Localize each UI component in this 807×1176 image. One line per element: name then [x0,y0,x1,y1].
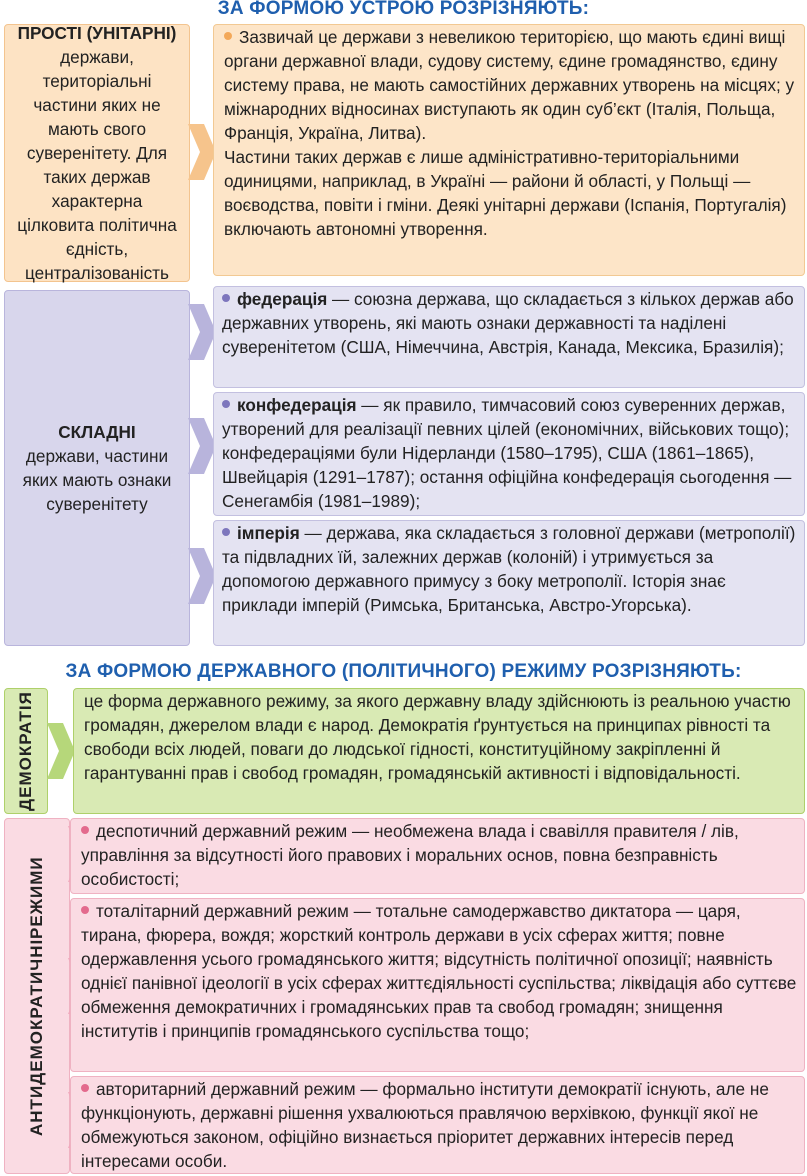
democracy-label: ДЕМОКРАТІЯ [4,688,48,814]
antidemocratic-label-line2: РЕЖИМИ [27,856,46,939]
empire-term: імперія [237,523,300,543]
despotic-item [70,818,805,894]
unitary-box [4,24,190,282]
federation-item [213,286,805,388]
empire-text: — держава, яка складається з головної держави (метрополії) та підвладних їй, залежних держав (колоній) і утримується за допомогою державного примусу з боку метрополії. Історія знає приклади імперій (Римська, Британська, Австро-Угорська). [222,523,796,615]
complex-box [4,290,190,646]
complex-heading: СКЛАДНІ [58,422,136,442]
arrow-empire-icon [188,548,216,604]
unitary-text: держави, територіальні частини яких не мають свого суверенітету. Для таких держав характерна цілковита політична єдність, централізованість [17,47,177,283]
confederation-item [213,392,805,516]
bullet-icon [222,528,230,536]
totalitarian-item [70,898,805,1072]
arrow-democracy-icon [47,723,75,779]
unitary-desc-1: Зазвичай це держави з невеликою територією, що мають єдині вищі органи державної влади, судову систему, єдине громадянство, єдину систему права, не мають самостійних державних утворень на місцях; у міжнародних відносинах виступають як один суб’єкт (Італія, Польща, Франція, Україна, Литва). [224,27,795,143]
unitary-heading: ПРОСТІ (УНІТАРНІ) [17,23,177,43]
federation-term: федерація [237,289,328,309]
arrow-unitary-icon [188,124,216,180]
bullet-icon [81,1084,89,1092]
bullet-icon [222,400,230,408]
bullet-icon [224,32,232,40]
antidemocratic-label-line1: АНТИДЕМОКРАТИЧНІ [27,938,46,1136]
empire-item [213,520,805,646]
arrow-federation-icon [188,304,216,360]
unitary-description [213,24,805,276]
confederation-term: конфедерація [237,395,357,415]
unitary-desc-2: Частини таких держав є лише адміністративно-територіальними одиницями, наприклад, в Україні — райони й області, у Польщі — воєводства, повіти і гміни. Деякі унітарні держави (Іспанія, Португалія) включають автономні утворення. [224,147,787,239]
democracy-description: це форма державного режиму, за якого державну владу здійснюють із реальною участю громадян, джерелом влади є народ. Демократія ґрунтується на принципах рівності та свободи всіх людей, поваги до людської гідності, конституційному закріпленні й гарантуванні прав і свобод громадян, громадянській активності і відповідальності. [73,688,805,814]
antidemocratic-label [4,818,70,1174]
bullet-icon [81,826,89,834]
authoritarian-text: авторитарний державний режим — формально інститути демократії існують, але не функціонують, державні рішення ухвалюються правлячою верхівкою, функції якої не обмежуються законом, офіційно визнається пріоритет державних інтересів перед інтересами особи. [81,1079,769,1171]
bullet-icon [81,906,89,914]
section2-title: ЗА ФОРМОЮ ДЕРЖАВНОГО (ПОЛІТИЧНОГО) РЕЖИМУ РОЗРІЗНЯЮТЬ: [65,661,742,682]
totalitarian-text: тоталітарний державний режим — тотальне самодержавство диктатора — царя, тирана, фюрера, вождя; жорсткий контроль держави в усіх сферах життя; повне одержавлення усього громадянського життя; відсутність політичної опозиції; наявність однієї панівної ідеології в усіх сферах життєдіяльності суспільства; ліквідація або суттєве обмеження демократичних і громадянських прав та свобод громадян; знищення інститутів і принципів громадянського суспільства тощо; [81,901,797,1041]
complex-text: держави, частини яких мають ознаки суверенітету [22,446,172,514]
confederation-text: — як правило, тимчасовий союз суверенних держав, утворений для реалізації певних цілей (економічних, військових тощо); конфедераціями були Нідерланди (1580–1795), США (1861–1865), Швейцарія (1291–1787); остання офіційна конфедерація сьогодення — Сенегамбія (1981–1989); [222,395,792,511]
arrow-confederation-icon [188,418,216,474]
despotic-text: деспотичний державний режим — необмежена влада і свавілля правителя / лів, управління за відсутності його правових і моральних основ, повна безправність особистості; [81,821,739,889]
authoritarian-item [70,1076,805,1174]
bullet-icon [222,294,230,302]
federation-text: — союзна держава, що складається з кількох держав або державних утворень, які мають ознаки державності та наділені суверенітетом (США, Німеччина, Австрія, Канада, Мексика, Бразилія); [222,289,794,357]
section1-title: ЗА ФОРМОЮ УСТРОЮ РОЗРІЗНЯЮТЬ: [217,0,590,19]
